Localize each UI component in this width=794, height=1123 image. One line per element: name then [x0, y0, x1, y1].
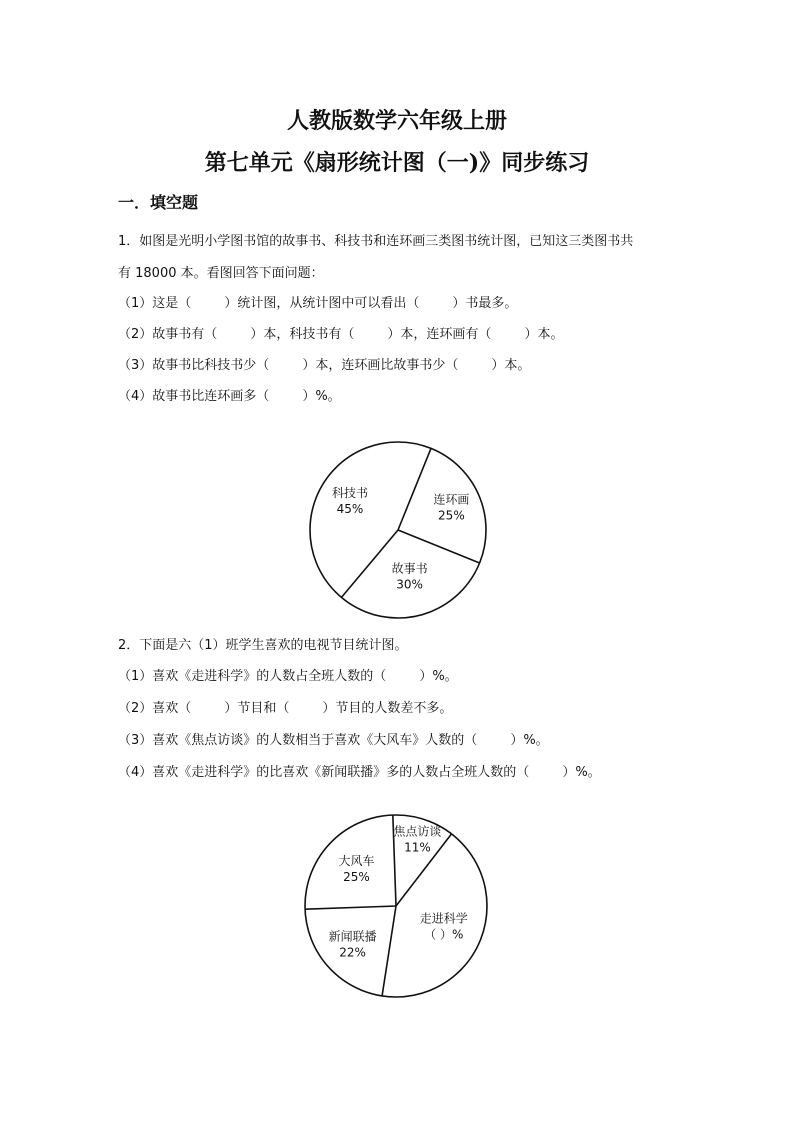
tv-programs-pie-chart: [296, 808, 496, 1008]
worksheet-title: 人教版数学六年级上册: [286, 108, 507, 134]
pie-slice-value: （ ）%: [424, 927, 464, 942]
q1-stem-line2: 有 18000 本。看图回答下面问题：: [118, 266, 324, 281]
pie-slice-value: 11%: [404, 840, 431, 855]
q2-item-4: （4）喜欢《走进科学》的比喜欢《新闻联播》多的人数占全班人数的（ ）%。: [118, 765, 601, 780]
q1-item-3: （3）故事书比科技书少（ ）本，连环画比故事书少（ ）本。: [118, 358, 531, 373]
pie-slice-value: 25%: [343, 870, 370, 885]
pie-slice-label: 大风车: [338, 854, 375, 869]
q1-item-4: （4）故事书比连环画多（ ）%。: [118, 389, 341, 404]
pie-slice-label: 故事书: [391, 561, 428, 576]
q1-item-2: （2）故事书有（ ）本，科技书有（ ）本，连环画有（ ）本。: [118, 327, 564, 342]
books-pie-chart: [300, 440, 490, 630]
pie-slice-value: 22%: [339, 945, 366, 960]
q2-item-3: （3）喜欢《焦点访谈》的人数相当于喜欢《大风车》人数的（ ）%。: [118, 733, 549, 748]
pie-slice-value: 30%: [396, 577, 423, 592]
worksheet-subtitle: 第七单元《扇形统计图（一)》同步练习: [204, 150, 590, 176]
q2-stem: 2．下面是六（1）班学生喜欢的电视节目统计图。: [118, 638, 408, 653]
q2-item-2: （2）喜欢（ ）节目和（ ）节目的人数差不多。: [118, 701, 453, 716]
q1-stem-line1: 1．如图是光明小学图书馆的故事书、科技书和连环画三类图书统计图，已知这三类图书共: [118, 234, 634, 249]
pie-slice-label: 走进科学: [419, 911, 468, 926]
q1-item-1: （1）这是（ ）统计图，从统计图中可以看出（ ）书最多。: [118, 296, 518, 311]
pie-slice-value: 45%: [336, 502, 364, 517]
pie-slice-value: 25%: [438, 508, 465, 523]
pie-slice-label: 科技书: [331, 486, 369, 501]
pie-slice-label: 连环画: [433, 492, 470, 507]
pie-slice-label: 焦点访谈: [393, 824, 442, 839]
q2-item-1: （1）喜欢《走进科学》的人数占全班人数的（ ）%。: [118, 669, 458, 684]
section-heading: 一．填空题: [118, 193, 199, 212]
pie-slice-label: 新闻联播: [328, 929, 377, 944]
